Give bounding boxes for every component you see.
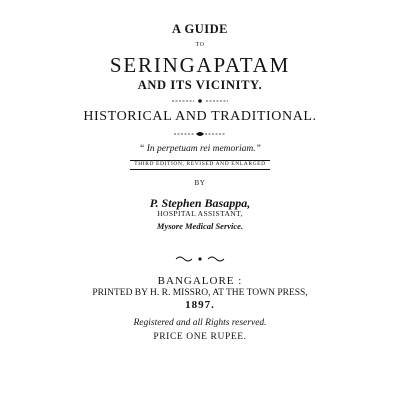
to-line: TO: [195, 42, 205, 48]
printer-line: PRINTED BY H. R. MISSRO, AT THE TOWN PRESS,: [92, 288, 308, 298]
price-line: PRICE ONE RUPEE.: [153, 332, 247, 342]
author-name: P. Stephen Basappa,: [149, 196, 251, 210]
by-line: BY: [194, 179, 206, 187]
ornamental-rule-2: [0, 130, 400, 138]
motto: “ In perpetuam rei memoriam.”: [139, 144, 261, 154]
edition-text: THIRD EDITION, REVISED AND ENLARGED: [130, 160, 269, 170]
guide-heading: A GUIDE: [172, 22, 228, 36]
edition-note: [0, 160, 400, 170]
historical-heading: HISTORICAL AND TRADITIONAL.: [83, 109, 317, 124]
author-role: HOSPITAL ASSISTANT,: [157, 209, 243, 218]
publication-year: 1897.: [185, 299, 215, 311]
main-title: SERINGAPATAM: [109, 53, 291, 77]
subtitle: AND ITS VICINITY.: [137, 78, 263, 92]
rights-notice: Registered and all Rights reserved.: [133, 318, 267, 328]
author-service: Mysore Medical Service.: [156, 221, 244, 231]
publication-place: BANGALORE :: [157, 275, 243, 287]
ornamental-rule-1: [0, 97, 400, 105]
ornamental-rule-3: [0, 254, 400, 262]
